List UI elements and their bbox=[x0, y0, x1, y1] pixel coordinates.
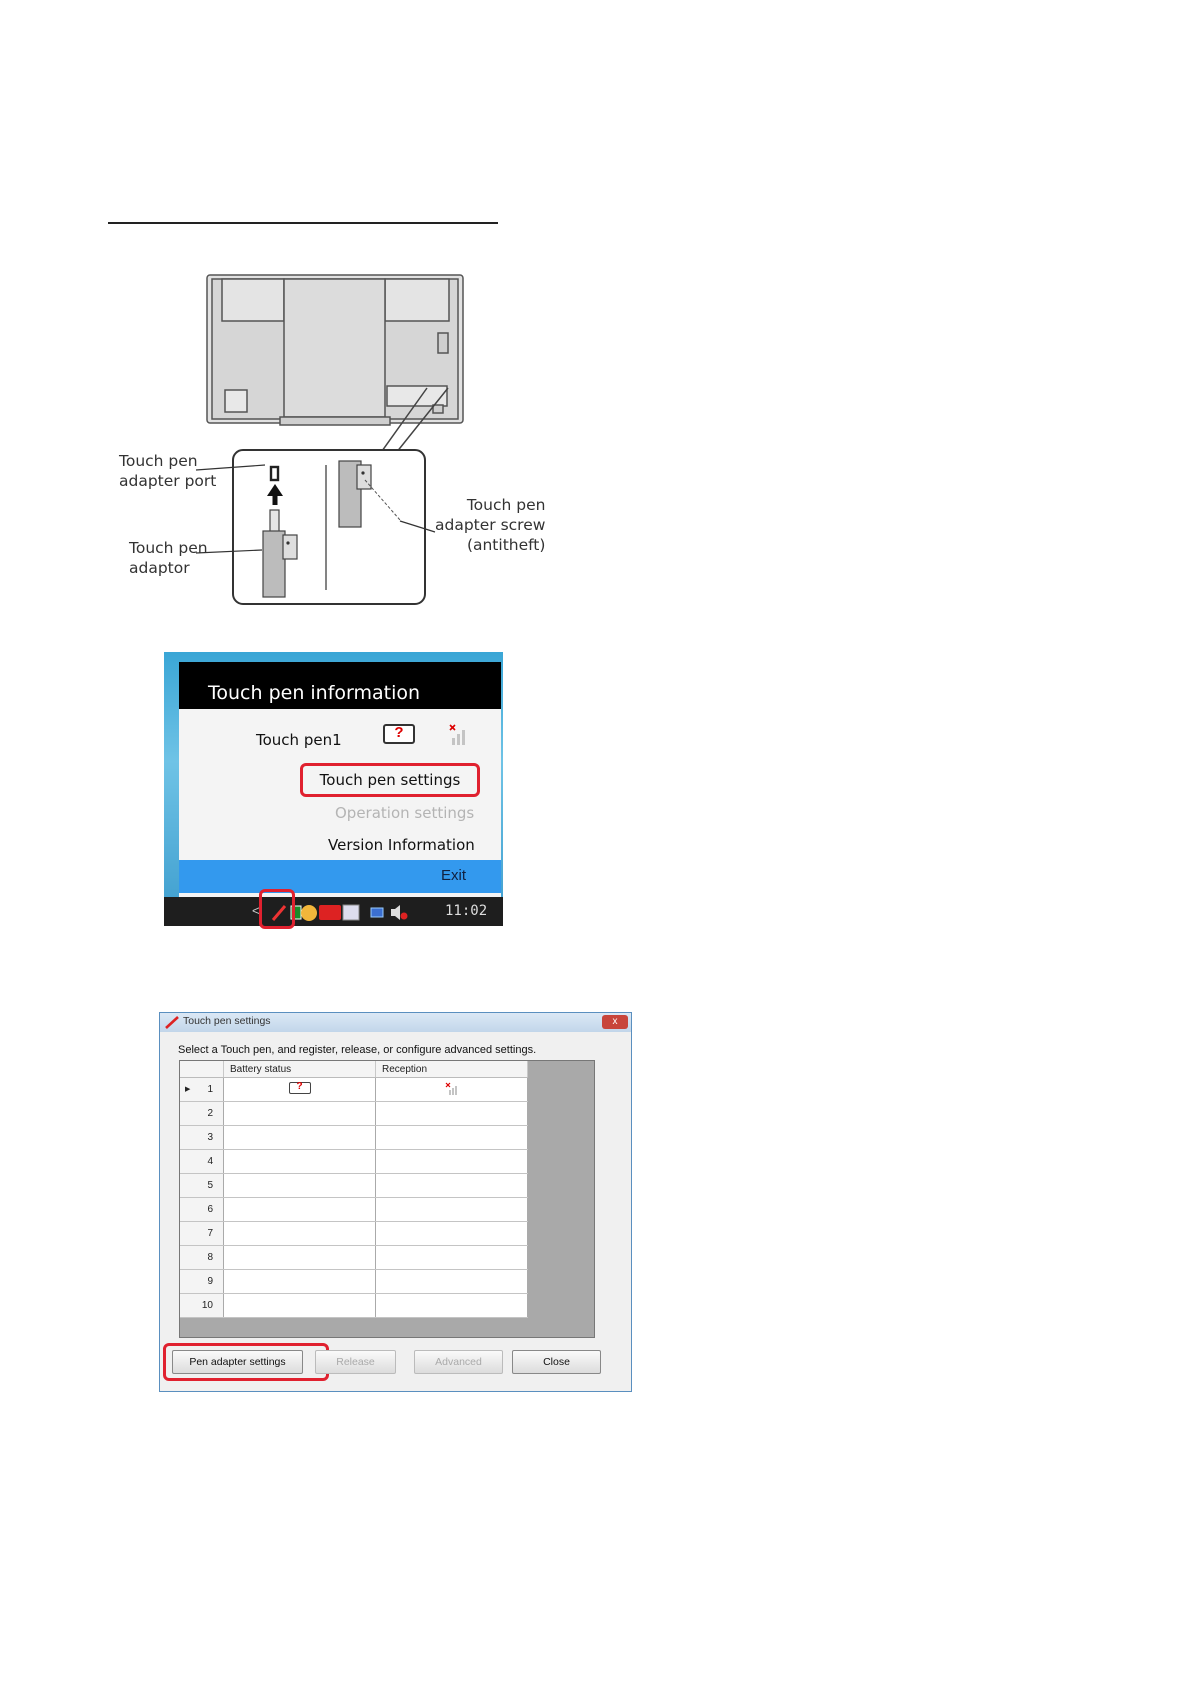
advanced-button[interactable]: Advanced bbox=[414, 1350, 503, 1374]
reception-signal-icon bbox=[448, 724, 468, 746]
row-number-text: 1 bbox=[207, 1084, 213, 1095]
pen-adapter-settings-button[interactable]: Pen adapter settings bbox=[172, 1350, 303, 1374]
label-touch-pen-adapter-port: Touch pen adapter port bbox=[119, 452, 217, 490]
row-number bbox=[180, 1078, 224, 1102]
row-number: 3 bbox=[180, 1126, 224, 1150]
table-header-row bbox=[180, 1061, 528, 1078]
windows-taskbar bbox=[164, 897, 503, 926]
pen-table bbox=[180, 1061, 528, 1318]
battery-unknown-glyph: ? bbox=[394, 724, 404, 741]
battery-status-cell[interactable] bbox=[224, 1126, 376, 1150]
touch-pen-icon bbox=[165, 1016, 179, 1029]
table-row[interactable] bbox=[180, 1126, 528, 1150]
battery-status-cell[interactable] bbox=[224, 1174, 376, 1198]
taskbar-clock: 11:02 bbox=[445, 903, 488, 919]
reception-cell[interactable] bbox=[376, 1150, 528, 1174]
close-button[interactable]: Close bbox=[512, 1350, 601, 1374]
reception-cell[interactable] bbox=[376, 1270, 528, 1294]
reception-cell[interactable] bbox=[376, 1126, 528, 1150]
table-row[interactable] bbox=[180, 1174, 528, 1198]
reception-cell[interactable] bbox=[376, 1198, 528, 1222]
battery-status-cell[interactable] bbox=[224, 1246, 376, 1270]
operation-settings-menu-item[interactable]: Operation settings bbox=[335, 804, 475, 822]
battery-status-cell[interactable] bbox=[224, 1222, 376, 1246]
window-close-button[interactable] bbox=[602, 1015, 628, 1029]
table-row[interactable] bbox=[180, 1270, 528, 1294]
column-header-battery-status[interactable]: Battery status bbox=[224, 1061, 376, 1078]
reception-cell[interactable] bbox=[376, 1102, 528, 1126]
battery-status-cell[interactable] bbox=[224, 1078, 376, 1102]
exit-label: Exit bbox=[440, 867, 466, 884]
table-row[interactable] bbox=[180, 1198, 528, 1222]
table-row[interactable] bbox=[180, 1102, 528, 1126]
reception-cell[interactable] bbox=[376, 1078, 528, 1102]
table-row[interactable] bbox=[180, 1294, 528, 1318]
touch-pen-information-popup bbox=[164, 652, 503, 926]
row-number: 6 bbox=[180, 1198, 224, 1222]
table-row[interactable] bbox=[180, 1150, 528, 1174]
battery-status-cell[interactable] bbox=[224, 1270, 376, 1294]
section-divider bbox=[108, 222, 498, 224]
pen-name-label: Touch pen1 bbox=[256, 731, 342, 749]
battery-status-cell[interactable] bbox=[224, 1150, 376, 1174]
row-number: 5 bbox=[180, 1174, 224, 1198]
touch-pen-settings-window bbox=[159, 1012, 632, 1392]
version-information-menu-item[interactable]: Version Information bbox=[328, 836, 475, 854]
reception-cell[interactable] bbox=[376, 1294, 528, 1318]
messenger-tray-icon bbox=[301, 905, 317, 921]
release-button[interactable]: Release bbox=[315, 1350, 396, 1374]
row-number: 9 bbox=[180, 1270, 224, 1294]
close-icon: x bbox=[612, 1016, 618, 1027]
reception-cell[interactable] bbox=[376, 1222, 528, 1246]
row-number: 10 bbox=[180, 1294, 224, 1318]
column-header-reception[interactable]: Reception bbox=[376, 1061, 528, 1078]
battery-status-icon bbox=[383, 724, 415, 744]
label-touch-pen-adaptor: Touch pen adaptor bbox=[129, 539, 208, 577]
reception-cell[interactable] bbox=[376, 1246, 528, 1270]
system-tray-icons bbox=[267, 900, 467, 924]
table-row[interactable] bbox=[180, 1078, 528, 1102]
window-title: Touch pen settings bbox=[183, 1015, 271, 1027]
battery-status-cell[interactable] bbox=[224, 1294, 376, 1318]
touch-pen-adapter-diagram bbox=[115, 265, 615, 605]
exit-menu-item[interactable] bbox=[179, 860, 501, 893]
ati-tray-icon bbox=[319, 905, 341, 920]
row-number: 8 bbox=[180, 1246, 224, 1270]
battery-status-cell[interactable] bbox=[224, 1102, 376, 1126]
row-number: 2 bbox=[180, 1102, 224, 1126]
reception-signal-icon bbox=[445, 1082, 459, 1095]
label-touch-pen-adapter-screw: Touch pen adapter screw (antitheft) bbox=[435, 496, 546, 554]
touch-pen-tray-icon-highlight[interactable] bbox=[259, 889, 295, 929]
table-row[interactable] bbox=[180, 1222, 528, 1246]
table-row[interactable] bbox=[180, 1246, 528, 1270]
touch-pen-list-grid[interactable] bbox=[179, 1060, 595, 1338]
window-titlebar[interactable] bbox=[160, 1013, 631, 1032]
instruction-text: Select a Touch pen, and register, release, or configure advanced settings. bbox=[178, 1044, 537, 1056]
reception-cell[interactable] bbox=[376, 1174, 528, 1198]
chart-tray-icon bbox=[343, 905, 359, 920]
volume-tray-icon bbox=[391, 905, 400, 920]
battery-status-icon bbox=[289, 1082, 311, 1094]
battery-unknown-glyph: ? bbox=[296, 1081, 303, 1092]
battery-status-cell[interactable] bbox=[224, 1198, 376, 1222]
row-number: 7 bbox=[180, 1222, 224, 1246]
row-number: 4 bbox=[180, 1150, 224, 1174]
column-header-index bbox=[180, 1061, 224, 1078]
touch-pen-settings-menu-item[interactable]: Touch pen settings bbox=[300, 763, 480, 797]
network-tray-icon bbox=[371, 908, 383, 917]
popup-title: Touch pen information bbox=[179, 662, 501, 709]
show-hidden-icons-arrow[interactable]: < bbox=[252, 903, 260, 918]
current-row-arrow-icon: ▶ bbox=[185, 1086, 191, 1093]
